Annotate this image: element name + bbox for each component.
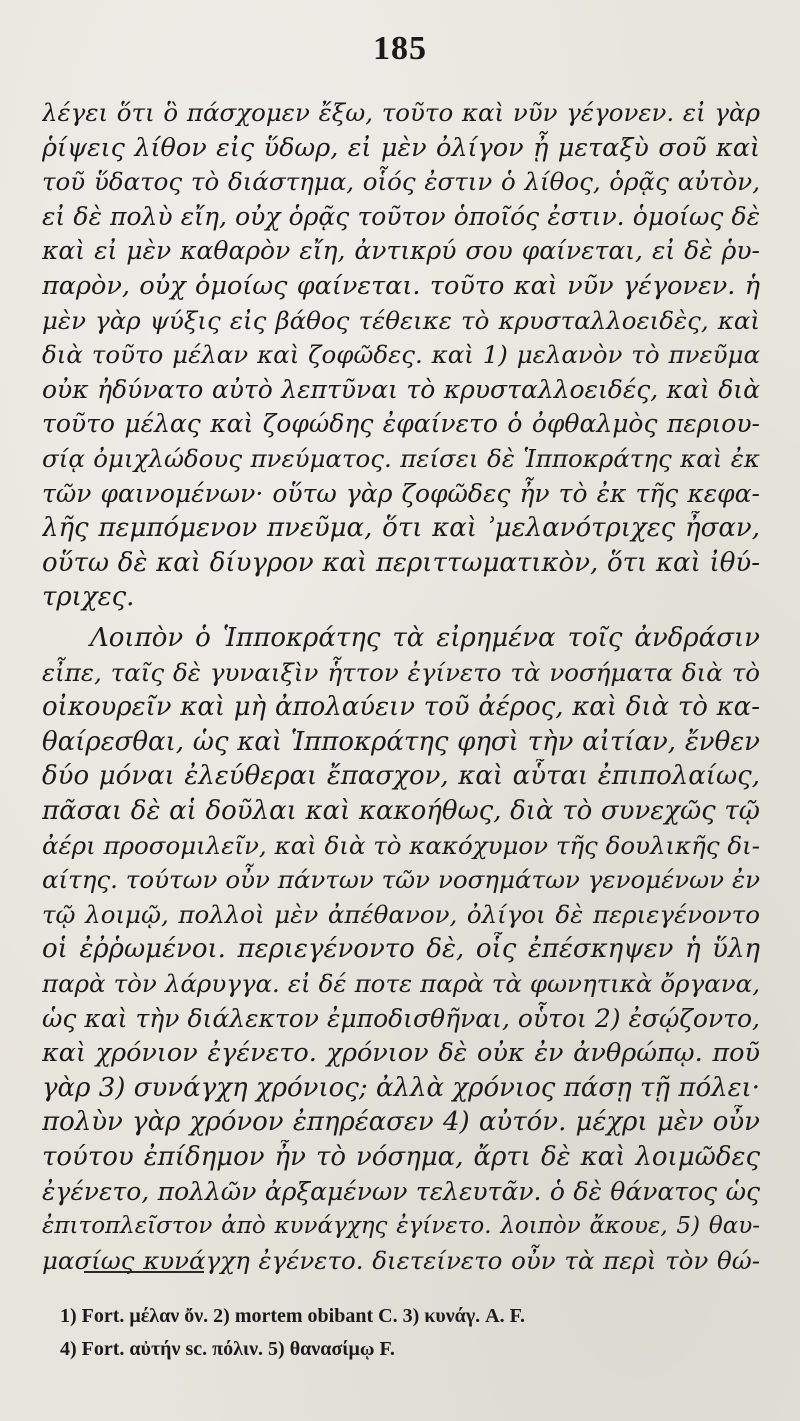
- text-line: καὶ εἰ μὲν καθαρὸν εἴη, ἀντικρύ σου φαίνεται, εἰ δὲ ῥυ-: [42, 236, 760, 266]
- text-line: αίτης. τούτων οὖν πάντων τῶν νοσημάτων γενομένων ἐν: [42, 865, 760, 895]
- paragraph-2: [42, 621, 760, 1278]
- text-line: λῆς πεμπόμενον πνεῦμα, ὅτι καὶ ʾμελανότριχες ἦσαν,: [42, 513, 760, 544]
- text-line: τοῦτο μέλας καὶ ζοφώδης ἐφαίνετο ὁ ὀφθαλμὸς περιου-: [42, 409, 760, 439]
- text-line: σίᾳ ὀμιχλώδους πνεύματος. πείσει δὲ Ἱπποκράτης καὶ ἐκ: [42, 443, 760, 473]
- text-line: οὐκ ἠδύνατο αὐτὸ λεπτῦναι τὸ κρυσταλλοειδές, καὶ διὰ: [42, 374, 760, 404]
- footnote-line: 4) Fort. αὐτήν sc. πόλιν. 5) θανασίμῳ F.: [60, 1338, 395, 1360]
- text-line: Λοιπὸν ὁ Ἱπποκράτης τὰ εἰρημένα τοῖς ἀνδράσιν: [90, 623, 760, 653]
- text-line: καὶ χρόνιον ἐγένετο. χρόνιον δὲ οὐκ ἐν ἀνθρώπῳ. ποῦ: [42, 1038, 760, 1069]
- text-line: θαίρεσθαι, ὡς καὶ Ἱπποκράτης φησὶ τὴν αἰτίαν, ἔνθεν: [42, 726, 760, 757]
- footnote-divider: [84, 1271, 204, 1273]
- paragraph-1: [42, 96, 760, 615]
- text-line: οἰκουρεῖν καὶ μὴ ἀπολαύειν τοῦ ἀέρος, καὶ διὰ τὸ κα-: [42, 692, 760, 723]
- text-line: εἶπε, ταῖς δὲ γυναιξὶν ἧττον ἐγίνετο τὰ νοσήματα διὰ τὸ: [42, 657, 760, 687]
- text-line: παρὸν, οὐχ ὁμοίως φαίνεται. τοῦτο καὶ νῦν γέγονεν. ἡ: [42, 270, 760, 301]
- text-line: οὕτω δὲ καὶ δίυγρον καὶ περιττωματικὸν, ὅτι καὶ ἰθύ-: [42, 547, 760, 578]
- footnotes: [60, 1300, 760, 1366]
- text-line: πᾶσαι δὲ αἱ δοῦλαι καὶ κακοήθως, διὰ τὸ συνεχῶς τῷ: [42, 795, 760, 826]
- text-line: οἱ ἐῤῥωμένοι. περιεγένοντο δὲ, οἷς ἐπέσκηψεν ἡ ὕλη: [42, 934, 760, 965]
- text-line: μὲν γὰρ ψύξις εἰς βάθος τέθεικε τὸ κρυσταλλοειδὲς, καὶ: [42, 305, 760, 335]
- footnote-line: 1) Fort. μέλαν ὄν. 2) mortem obibant C. 3) κυνάγ. A. F.: [60, 1305, 525, 1327]
- text-line: ἀέρι προσομιλεῖν, καὶ διὰ τὸ κακόχυμον τῆς δουλικῆς δι-: [42, 830, 760, 860]
- text-line: τριχες.: [42, 582, 135, 613]
- text-line: τούτου ἐπίδημον ἦν τὸ νόσημα, ἄρτι δὲ καὶ λοιμῶδες: [42, 1141, 760, 1172]
- text-line: ἐγένετο, πολλῶν ἀρξαμένων τελευτᾶν. ὁ δὲ θάνατος ὡς: [42, 1176, 760, 1206]
- text-line: πολὺν γὰρ χρόνον ἐπηρέασεν 4) αὐτόν. μέχρι μὲν οὖν: [42, 1107, 760, 1138]
- text-line: δύο μόναι ἐλεύθεραι ἔπασχον, καὶ αὗται ἐπιπολαίως,: [42, 761, 760, 792]
- text-line: ἐπιτοπλεῖστον ἀπὸ κυνάγχης ἐγίνετο. λοιπὸν ἄκουε, 5) θαυ-: [42, 1213, 760, 1240]
- text-line: λέγει ὅτι ὃ πάσχομεν ἔξω, τοῦτο καὶ νῦν γέγονεν. εἰ γὰρ: [42, 98, 760, 127]
- text-line: τοῦ ὕδατος τὸ διάστημα, οἷός ἐστιν ὁ λίθος, ὁρᾷς αὐτὸν,: [42, 167, 760, 197]
- page-number: 185: [373, 30, 427, 67]
- text-line: διὰ τοῦτο μέλαν καὶ ζοφῶδες. καὶ 1) μελανὸν τὸ πνεῦμα: [42, 340, 760, 370]
- text-line: γὰρ 3) συνάγχη χρόνιος; ἀλλὰ χρόνιος πάσῃ τῇ πόλει·: [42, 1072, 760, 1103]
- text-line: τῶν φαινομένων· οὕτω γὰρ ζοφῶδες ἦν τὸ ἐκ τῆς κεφα-: [42, 478, 760, 508]
- text-line: μασίως κυνάγχη ἐγένετο. διετείνετο οὖν τὰ περὶ τὸν θώ-: [42, 1245, 760, 1275]
- text-line: τῷ λοιμῷ, πολλοὶ μὲν ἀπέθανον, ὀλίγοι δὲ περιεγένοντο: [42, 899, 760, 929]
- text-line: ὡς καὶ τὴν διάλεκτον ἐμποδισθῆναι, οὗτοι 2) ἐσῴζοντο,: [42, 1003, 760, 1033]
- text-line: εἰ δὲ πολὺ εἴη, οὐχ ὁρᾷς τοῦτον ὁποῖός ἐστιν. ὁμοίως δὲ: [42, 201, 760, 231]
- text-line: παρὰ τὸν λάρυγγα. εἰ δέ ποτε παρὰ τὰ φωνητικὰ ὄργανα,: [42, 968, 760, 998]
- text-line: ῥίψεις λίθον εἰς ὕδωρ, εἰ μὲν ὀλίγον ᾖ μεταξὺ σοῦ καὶ: [42, 132, 760, 163]
